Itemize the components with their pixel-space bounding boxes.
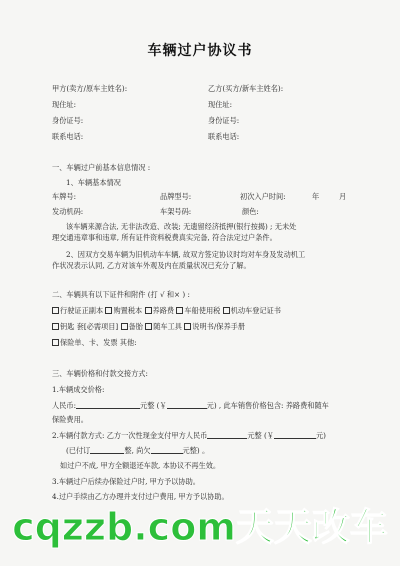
- color-label: 颜色:: [242, 207, 259, 216]
- document-title: 车辆过户协议书: [147, 43, 253, 59]
- price-line: [52, 401, 329, 410]
- deposit-line: [66, 446, 209, 455]
- first-reg-label: 初次入户时间:: [240, 192, 286, 201]
- para2-line1: 2、因双方交易车辆为旧机动车车辆, 故双方签定协议时均对车身及发动机工: [66, 250, 306, 259]
- party-b-id: 身份证号:: [208, 116, 240, 125]
- price-item: 1.车辆成交价格:: [52, 385, 105, 394]
- payment-line: [52, 431, 326, 440]
- section1-heading: 一、车辆过户前基本信息情况 :: [52, 163, 151, 172]
- check-label: 钥匙 套[必需项目]: [60, 322, 119, 331]
- checkbox[interactable]: [121, 323, 128, 330]
- party-a-id: 身份证号:: [52, 116, 84, 125]
- para1-line1: 该车辆来源合法, 无非法改造、改装; 无遗留经济抵押(银行按揭) ; 无未处: [66, 222, 297, 231]
- owed-label: 整, 尚欠: [124, 446, 151, 455]
- check-label: 养路费: [152, 306, 175, 315]
- insurance-fee: 保险费用。: [52, 415, 88, 424]
- check-label: 车船使用税: [184, 306, 221, 315]
- plate-label: 车牌号:: [52, 192, 76, 201]
- party-b-phone: 联系电话:: [208, 132, 240, 141]
- party-b-label: 乙方(买方/新车主姓名):: [208, 84, 284, 93]
- party-a-address: 现住址:: [52, 100, 76, 109]
- check-label: 说明书/保养手册: [192, 322, 246, 331]
- party-a-label: 甲方(卖方/原车主姓名):: [52, 84, 128, 93]
- party-a-phone: 联系电话:: [52, 132, 84, 141]
- refund-clause: 如过户不成, 甲方全额退还车款, 本协议不再生效。: [60, 461, 221, 470]
- checkbox[interactable]: [52, 323, 59, 330]
- check-label: 机动车登记证书: [230, 306, 281, 315]
- rmb-label: 人民币:: [52, 401, 76, 410]
- checkbox[interactable]: [176, 307, 183, 314]
- check-label: 保险单、卡、发票 其他:: [60, 338, 137, 347]
- para1-line2: 理交通违章事和违章, 所有证件资料税费真实完备, 符合法定过户条件。: [52, 233, 277, 242]
- checkbox[interactable]: [145, 323, 152, 330]
- payment-close: 元): [315, 431, 326, 440]
- payment-label: 2.车辆付款方式: 乙方一次性现金支付甲方人民币: [52, 431, 208, 440]
- checklist-row2: [52, 322, 245, 331]
- watermark: cqzzb.com天天改车: [12, 505, 388, 549]
- section2-heading: 二、车辆具有以下证件和附件 (打 √ 和× ) :: [52, 290, 190, 299]
- yuan-label: 元整 (￥: [140, 401, 167, 410]
- deposit-label: (已付订: [66, 446, 91, 455]
- check-label: 随车工具: [153, 322, 182, 331]
- model-label: 品牌型号:: [160, 192, 192, 201]
- year-label: 年: [312, 192, 320, 201]
- check-label: 行驶证正副本: [60, 306, 104, 315]
- checkbox[interactable]: [52, 339, 59, 346]
- checkbox[interactable]: [184, 323, 191, 330]
- section1-sub1: 1、车辆基本情况: [66, 178, 121, 187]
- section3-heading: 三、车辆价格和付款交接方式:: [52, 369, 148, 378]
- checkbox[interactable]: [52, 307, 59, 314]
- check-label: 购置税本: [113, 306, 143, 315]
- vin-label: 车架号码:: [160, 207, 192, 216]
- payment-number-blank[interactable]: [274, 438, 316, 439]
- checkbox[interactable]: [223, 307, 230, 314]
- transfer-clause: 4.过户手续由乙方办理并支付过户费用, 甲方予以协助。: [52, 492, 229, 501]
- price-number-blank[interactable]: [167, 408, 207, 409]
- payment-yuan: 元整 (￥: [247, 431, 274, 440]
- checklist-row3: [52, 338, 137, 347]
- payment-blank[interactable]: [207, 438, 247, 439]
- checklist-row1: [52, 306, 281, 315]
- price-blank[interactable]: [76, 408, 140, 409]
- owed-blank[interactable]: [151, 453, 183, 454]
- check-label: 备胎: [128, 322, 143, 331]
- price-includes: 元) , 此车销售价格包含: 养路费和随车: [206, 401, 329, 410]
- insurance-clause: 3.车辆过户后续办保险过户时, 甲方予以协助。: [52, 477, 200, 486]
- owed-close: 元整) 。: [182, 446, 210, 455]
- deposit-blank[interactable]: [90, 453, 124, 454]
- checkbox[interactable]: [105, 307, 112, 314]
- month-label: 月: [339, 192, 347, 201]
- party-b-address: 现住址:: [208, 100, 232, 109]
- checkbox[interactable]: [145, 307, 152, 314]
- engine-label: 发动机码:: [52, 207, 84, 216]
- para2-line2: 作状况表示认同, 乙方对该车外观及内在质量状况已充分了解。: [52, 261, 251, 270]
